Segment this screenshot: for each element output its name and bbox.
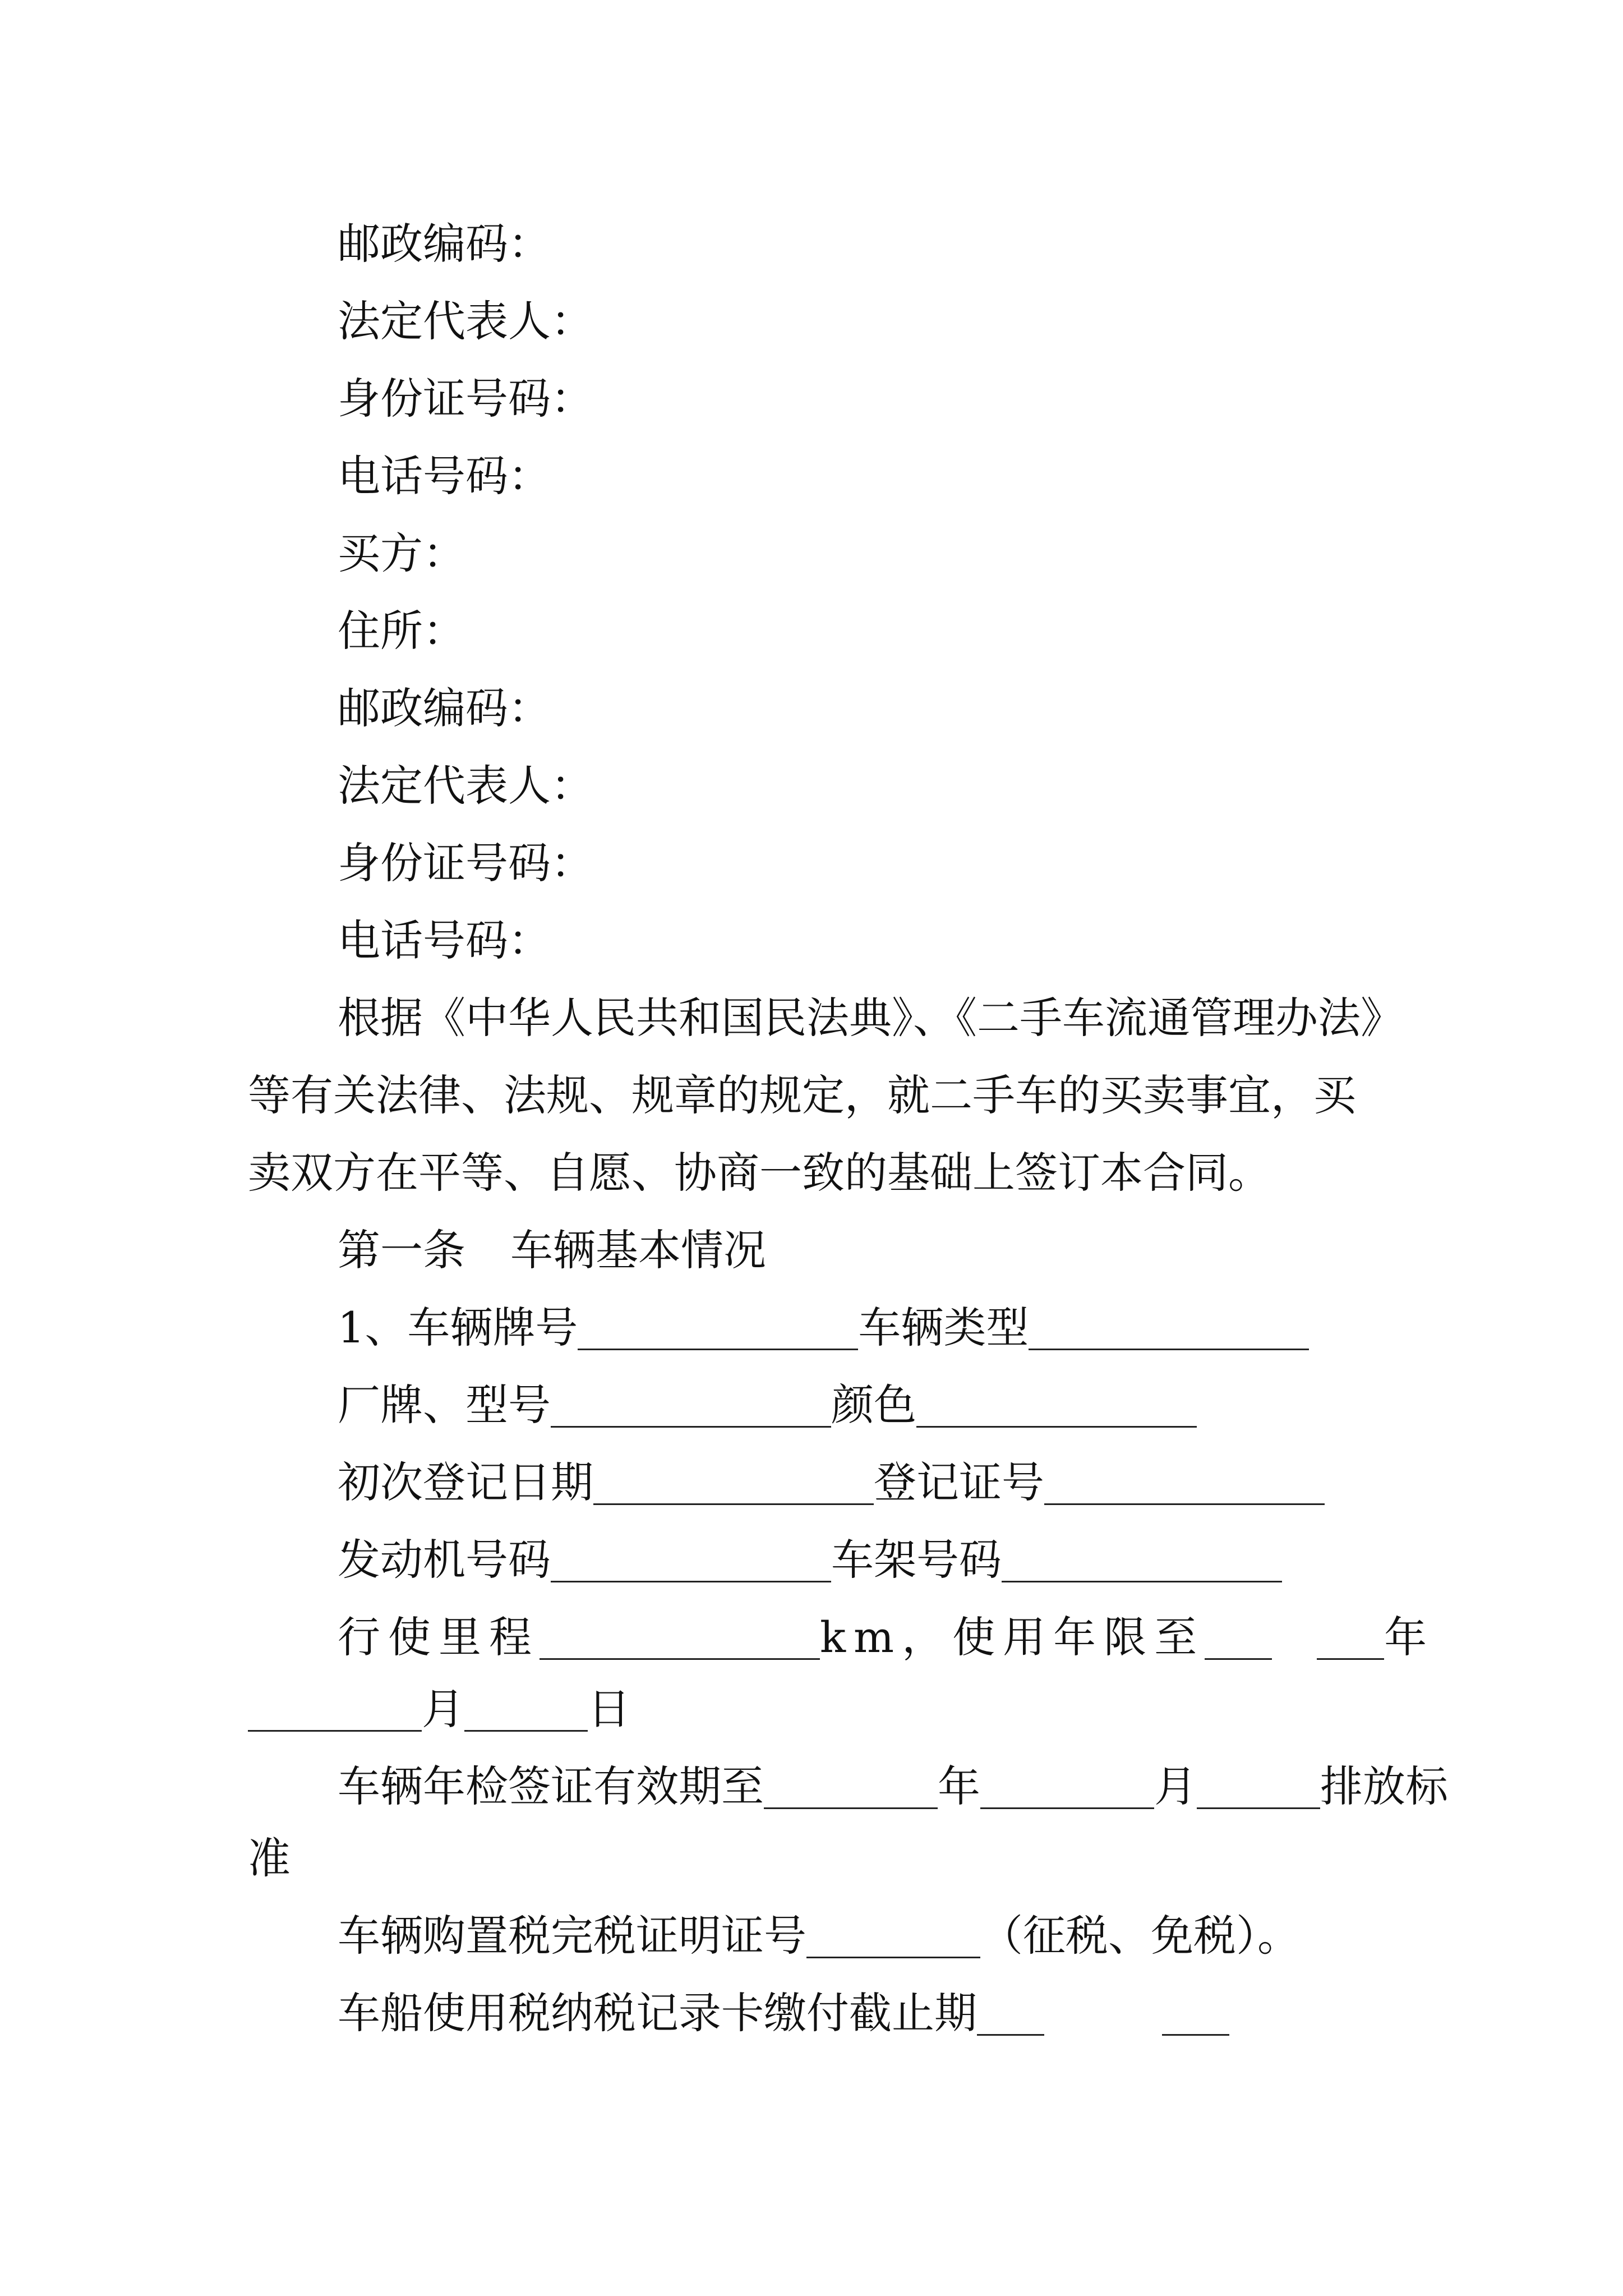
- purchase-tax-label: 车辆购置税完税证明证号: [338, 1911, 806, 1961]
- emission-label-cont: 准: [248, 1833, 291, 1883]
- reg-cert-label: 登记证号: [874, 1457, 1044, 1507]
- plate-label: 1、车辆牌号: [338, 1303, 578, 1352]
- frame-label: 车架号码: [831, 1535, 1002, 1585]
- term-date-row: [248, 1681, 630, 1737]
- article-number: 第一条: [338, 1225, 465, 1275]
- term-year-blank-a[interactable]: [1205, 1618, 1272, 1660]
- inspection-year-label: 年: [938, 1761, 980, 1811]
- buyer-id-number-label: 身份证号码：: [338, 838, 593, 888]
- mileage-unit: km，使用年限至: [820, 1612, 1205, 1662]
- inspection-month-label: 月: [1154, 1761, 1197, 1811]
- purchase-tax-blank[interactable]: [806, 1916, 980, 1958]
- brand-blank[interactable]: [551, 1386, 831, 1428]
- inspection-year-blank[interactable]: [764, 1767, 938, 1809]
- inspection-label: 车辆年检签证有效期至: [338, 1761, 764, 1811]
- term-month-blank[interactable]: [248, 1690, 422, 1732]
- preamble-line-2: 等有关法律、法规、规章的规定，就二手车的买卖事宜，买: [248, 1070, 1356, 1120]
- color-label: 颜色: [831, 1380, 916, 1430]
- preamble-line-1: 根据《中华人民共和国民法典》、《二手车流通管理办法》: [338, 993, 1403, 1043]
- vessel-tax-row: [338, 1985, 1229, 2041]
- plate-blank[interactable]: [578, 1308, 858, 1350]
- preamble-line-3: 卖双方在平等、自愿、协商一致的基础上签订本合同。: [248, 1148, 1271, 1198]
- vessel-tax-blank-b[interactable]: [1162, 1994, 1229, 2036]
- seller-phone-label: 电话号码：: [338, 451, 551, 501]
- inspection-row: [338, 1759, 1448, 1815]
- mileage-label: 行使里程: [338, 1612, 540, 1662]
- buyer-postal-code-label: 邮政编码：: [338, 683, 551, 733]
- color-blank[interactable]: [916, 1386, 1197, 1428]
- term-month-label: 月: [422, 1684, 464, 1734]
- purchase-tax-row: [338, 1908, 1300, 1964]
- seller-postal-code-label: 邮政编码：: [338, 219, 551, 269]
- emission-label: 排放标: [1320, 1761, 1448, 1811]
- engine-frame-row: [338, 1532, 1282, 1588]
- vehicle-type-label: 车辆类型: [858, 1303, 1029, 1352]
- term-year-blank-b[interactable]: [1317, 1618, 1384, 1660]
- frame-blank[interactable]: [1002, 1540, 1282, 1582]
- buyer-label: 买方：: [338, 528, 465, 578]
- term-year-label: 年: [1384, 1612, 1435, 1662]
- buyer-phone-label: 电话号码：: [338, 915, 551, 965]
- inspection-month-blank[interactable]: [980, 1767, 1154, 1809]
- first-reg-label: 初次登记日期: [338, 1457, 593, 1507]
- mileage-blank[interactable]: [540, 1618, 820, 1660]
- engine-label: 发动机号码: [338, 1535, 551, 1585]
- reg-cert-blank[interactable]: [1044, 1463, 1325, 1505]
- buyer-address-label: 住所：: [338, 606, 465, 656]
- brand-label: 厂牌、型号: [338, 1380, 551, 1430]
- plate-type-row: [338, 1300, 1309, 1356]
- buyer-legal-rep-label: 法定代表人：: [338, 761, 593, 811]
- brand-color-row: [338, 1377, 1197, 1433]
- inspection-day-blank[interactable]: [1197, 1767, 1320, 1809]
- seller-id-number-label: 身份证号码：: [338, 374, 593, 424]
- article-title: 车辆基本情况: [510, 1225, 766, 1275]
- first-reg-blank[interactable]: [593, 1463, 874, 1505]
- purchase-tax-note: （征税、免税）。: [980, 1911, 1300, 1961]
- term-day-label: 日: [588, 1684, 630, 1734]
- registration-row: [338, 1455, 1325, 1511]
- article-1-heading: [338, 1222, 766, 1278]
- term-day-blank[interactable]: [464, 1690, 588, 1732]
- vessel-tax-label: 车船使用税纳税记录卡缴付截止期: [338, 1988, 977, 2038]
- mileage-row: [338, 1609, 1435, 1665]
- vessel-tax-blank-a[interactable]: [977, 1994, 1044, 2036]
- seller-legal-rep-label: 法定代表人：: [338, 296, 593, 346]
- vehicle-type-blank[interactable]: [1029, 1308, 1309, 1350]
- engine-blank[interactable]: [551, 1540, 831, 1582]
